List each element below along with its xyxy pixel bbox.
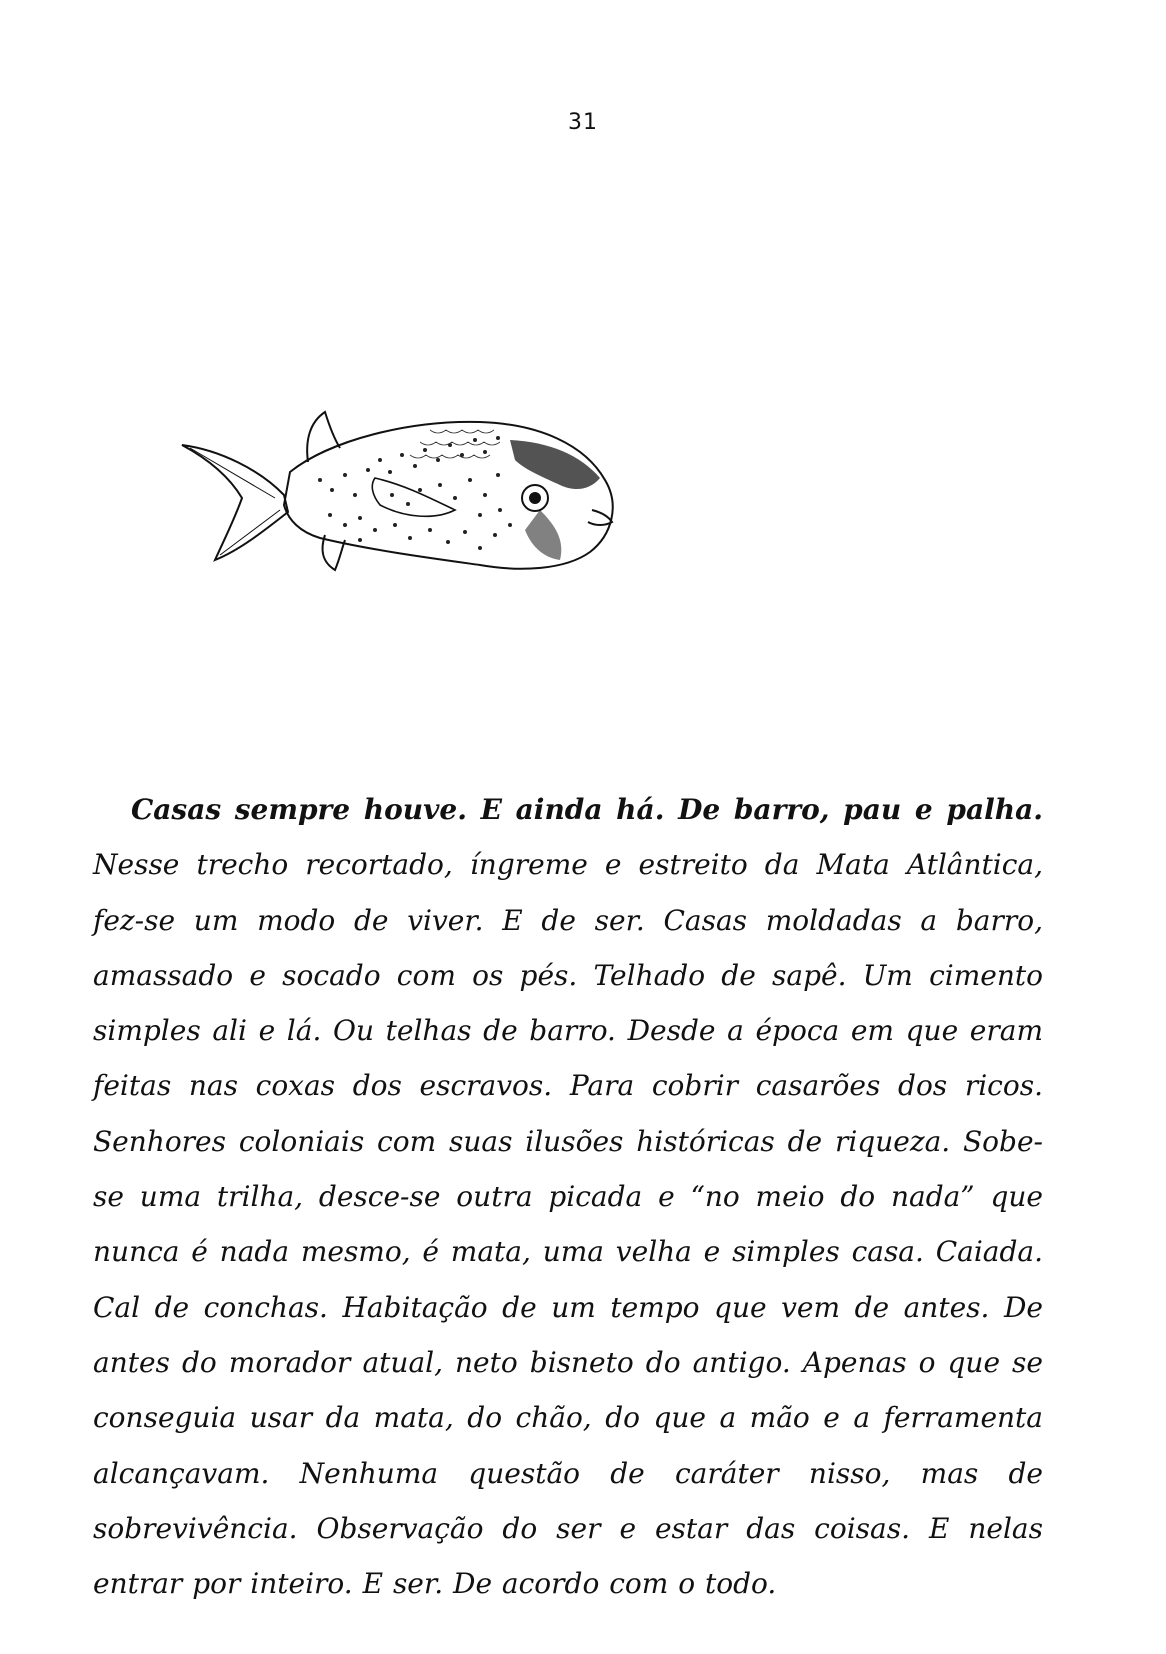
fish-dorsal-fin: [307, 412, 340, 462]
paragraph-text: Nesse trecho recortado, íngreme e estreito da Mata Atlântica, fez-se um modo de viver. E de ser. Casas moldadas a barro, amassado e socado com os pés. Telhado de sapê. Um cimento simples ali e lá. Ou telhas de barro. Desde a época em que eram feitas nas coxas dos escravos. Para cobrir casarões dos ricos. Senhores coloniais com suas ilusões históricas de riqueza. Sobe-se uma trilha, desce-se outra picada e “no meio do nada” que nunca é nada mesmo, é mata, uma velha e simples casa. Caiada. Cal de conchas. Habitação de um tempo que vem de antes. De antes do morador atual, neto bisneto do antigo. Apenas o que se conseguia usar da mata, do chão, do que a mão e a ferramenta alcançavam. Nenhuma questão de caráter nisso, mas de sobrevivência. Observação do ser e estar das coisas. E nelas entrar por inteiro. E ser. De acordo com o todo.: [93, 848, 1043, 1601]
body-paragraph: [93, 782, 1043, 1611]
page-number: 31: [568, 110, 598, 135]
fish-scale-hatching: [410, 430, 500, 458]
fish-tail: [182, 445, 288, 560]
lead-sentence: Casas sempre houve. E ainda há. De barro, pau e palha.: [131, 793, 1043, 826]
fish-pectoral-fin: [372, 478, 455, 516]
fish-head-shading: [510, 440, 600, 489]
fish-illustration: [180, 400, 660, 620]
fish-mouth: [588, 510, 612, 525]
fish-speckles: [318, 436, 512, 550]
